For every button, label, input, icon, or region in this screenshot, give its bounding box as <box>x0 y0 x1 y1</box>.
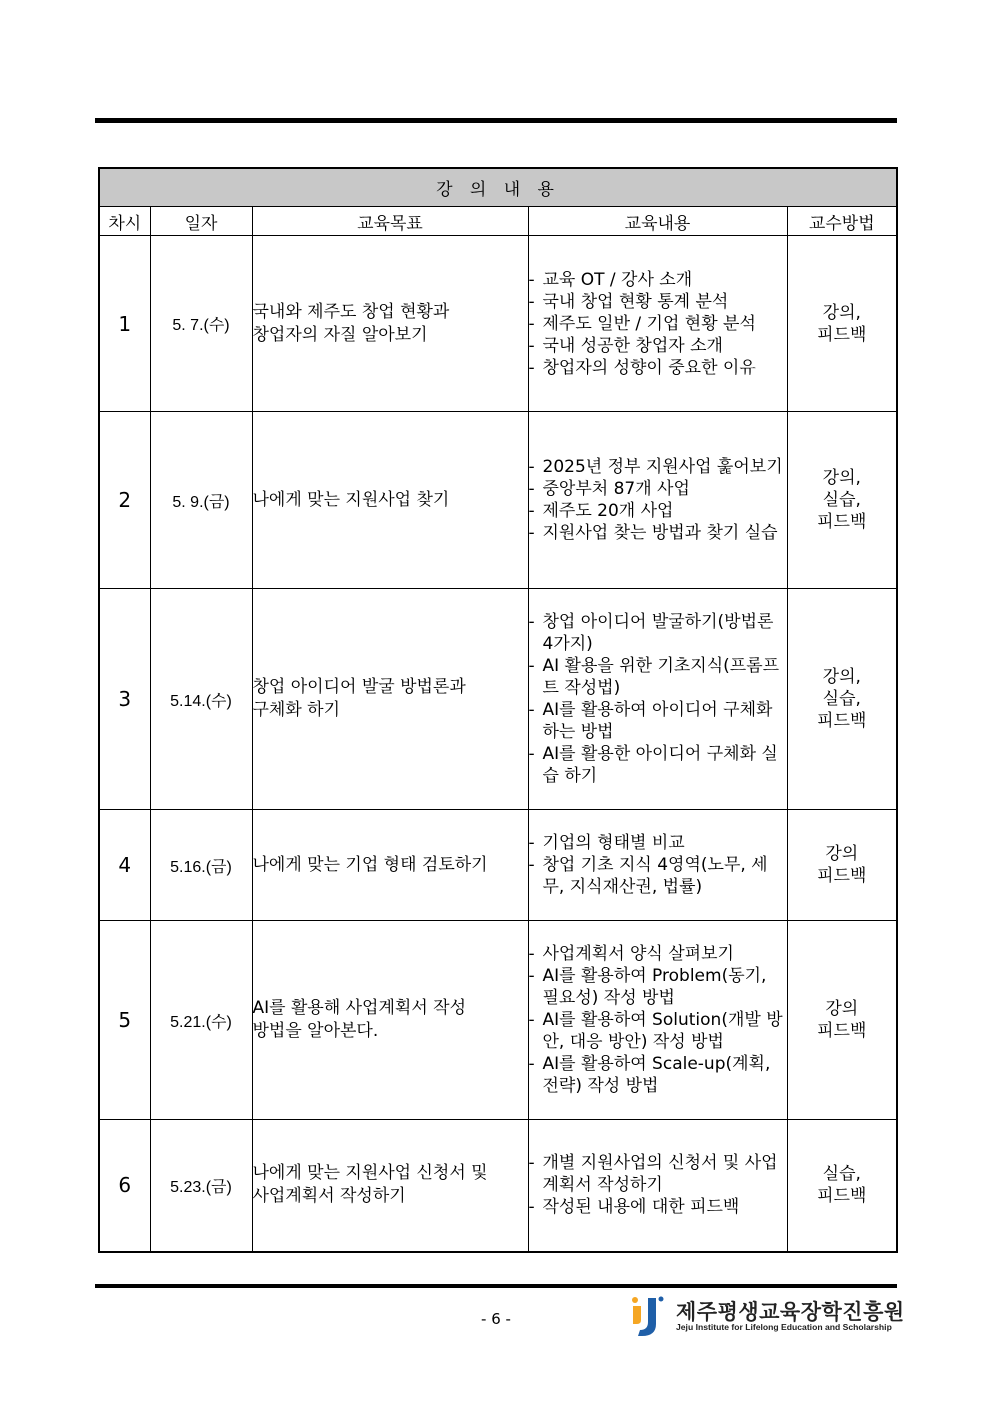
content-item-text: 창업자의 성향이 중요한 이유 <box>542 357 756 378</box>
session-goal <box>252 236 528 412</box>
bullet-dash: - <box>528 313 535 334</box>
goal-line: AI를 활용해 사업계획서 작성 <box>252 998 466 1018</box>
header-content: 교육내용 <box>528 207 787 236</box>
session-number: 4 <box>99 810 150 921</box>
bullet-dash: - <box>528 357 535 378</box>
header-date: 일자 <box>150 207 252 236</box>
goal-line: 사업계획서 작성하기 <box>252 1186 406 1207</box>
method-line: 강의 <box>825 844 859 864</box>
page-number: - 6 - <box>481 1310 511 1328</box>
content-item-text: 창업 아이디어 발굴하기(방법론 4가지) <box>542 612 774 654</box>
session-date: 5.16.(금) <box>150 810 252 921</box>
logo-mark-icon <box>628 1294 668 1338</box>
method-line: 강의, <box>822 302 861 323</box>
content-item <box>529 500 787 522</box>
content-item <box>529 313 787 335</box>
bullet-dash: - <box>528 291 535 312</box>
header-session: 차시 <box>99 207 150 236</box>
session-content <box>528 589 787 810</box>
method-line: 피드백 <box>817 1186 867 1207</box>
org-name-en: Jeju Institute for Lifelong Education and Scholarship <box>676 1322 892 1332</box>
session-number: 2 <box>99 412 150 589</box>
content-item-text: 국내 창업 현황 통계 분석 <box>542 291 729 312</box>
content-item-text: 2025년 정부 지원사업 훑어보기 <box>542 457 783 477</box>
content-item <box>529 456 787 478</box>
session-method <box>787 589 897 810</box>
content-item <box>529 1009 787 1053</box>
content-item <box>529 965 787 1009</box>
content-item <box>529 1053 787 1097</box>
content-item-text: 창업 기초 지식 4영역(노무, 세무, 지식재산권, 법률) <box>542 855 768 897</box>
table-row <box>99 589 897 810</box>
content-item <box>529 522 787 544</box>
bullet-dash: - <box>528 1153 535 1174</box>
table-row <box>99 810 897 921</box>
content-item <box>529 743 787 787</box>
content-item-text: 국내 성공한 창업자 소개 <box>542 335 723 356</box>
top-rule <box>95 118 897 123</box>
bullet-dash: - <box>528 479 535 499</box>
session-content <box>528 810 787 921</box>
method-line: 강의 <box>825 999 859 1019</box>
bullet-dash: - <box>528 1010 535 1030</box>
bullet-dash: - <box>528 944 535 964</box>
table-row <box>99 1120 897 1252</box>
method-line: 실습, <box>822 1164 861 1185</box>
goal-line: 국내와 제주도 창업 현황과 <box>252 301 450 322</box>
content-item-text: 개별 지원사업의 신청서 및 사업계획서 작성하기 <box>542 1153 778 1196</box>
content-item-text: 중앙부처 87개 사업 <box>542 479 690 499</box>
content-item <box>529 943 787 965</box>
method-line: 피드백 <box>817 711 867 731</box>
session-method <box>787 412 897 589</box>
table-row <box>99 236 897 412</box>
bullet-dash: - <box>528 966 535 986</box>
method-line: 강의, <box>822 667 861 687</box>
bullet-dash: - <box>528 523 535 543</box>
lecture-table <box>98 167 898 1253</box>
session-method <box>787 921 897 1120</box>
content-item <box>529 1152 787 1196</box>
content-item-text: 제주도 20개 사업 <box>542 501 674 521</box>
content-item-text: AI를 활용하여 Problem(동기, 필요성) 작성 방법 <box>542 966 767 1008</box>
session-content <box>528 921 787 1120</box>
goal-line: 구체화 하기 <box>252 700 341 720</box>
method-line: 실습, <box>822 689 861 709</box>
method-line: 피드백 <box>817 866 867 886</box>
bullet-dash: - <box>528 855 535 875</box>
table-row <box>99 412 897 589</box>
goal-line: 나에게 맞는 지원사업 찾기 <box>252 489 450 510</box>
content-item <box>529 699 787 743</box>
content-item-text: 지원사업 찾는 방법과 찾기 실습 <box>542 523 778 543</box>
content-item <box>529 1196 787 1218</box>
bullet-dash: - <box>528 1054 535 1074</box>
session-date: 5. 9.(금) <box>150 412 252 589</box>
org-name-kr: 제주평생교육장학진흥원 <box>676 1300 905 1324</box>
content-item-text: AI를 활용하여 Solution(개발 방안, 대응 방안) 작성 방법 <box>542 1010 783 1052</box>
table-title: 강 의 내 용 <box>99 168 897 207</box>
goal-line: 나에게 맞는 지원사업 신청서 및 <box>252 1163 488 1184</box>
bullet-dash: - <box>528 269 535 290</box>
method-line: 피드백 <box>817 1021 867 1041</box>
session-number: 3 <box>99 589 150 810</box>
session-method <box>787 1120 897 1252</box>
bullet-dash: - <box>528 700 535 720</box>
table-row <box>99 921 897 1120</box>
session-number: 6 <box>99 1120 150 1252</box>
content-item-text: 사업계획서 양식 살펴보기 <box>542 944 734 964</box>
content-item <box>529 832 787 854</box>
session-date: 5.23.(금) <box>150 1120 252 1252</box>
session-goal <box>252 412 528 589</box>
content-item <box>529 478 787 500</box>
content-item <box>529 655 787 699</box>
session-content <box>528 412 787 589</box>
session-number: 1 <box>99 236 150 412</box>
org-logo <box>628 1294 905 1338</box>
method-line: 피드백 <box>817 324 867 345</box>
content-item-text: AI 활용을 위한 기초지식(프롬프트 작성법) <box>542 656 780 698</box>
content-item <box>529 357 787 379</box>
content-item-text: 교육 OT / 강사 소개 <box>542 269 693 290</box>
content-item <box>529 611 787 655</box>
content-item <box>529 291 787 313</box>
content-item <box>529 854 787 898</box>
bullet-dash: - <box>528 335 535 356</box>
session-method <box>787 236 897 412</box>
bullet-dash: - <box>528 501 535 521</box>
bullet-dash: - <box>528 833 535 853</box>
session-number: 5 <box>99 921 150 1120</box>
content-item-text: AI를 활용한 아이디어 구체화 실습 하기 <box>542 744 778 786</box>
session-goal <box>252 921 528 1120</box>
goal-line: 방법을 알아본다. <box>252 1021 379 1041</box>
bullet-dash: - <box>528 656 535 676</box>
session-content <box>528 236 787 412</box>
content-item-text: 기업의 형태별 비교 <box>542 833 685 853</box>
bottom-rule <box>95 1284 897 1288</box>
method-line: 강의, <box>822 468 861 488</box>
method-line: 피드백 <box>817 512 867 532</box>
bullet-dash: - <box>528 612 535 632</box>
session-date: 5.14.(수) <box>150 589 252 810</box>
session-goal <box>252 589 528 810</box>
goal-line: 나에게 맞는 기업 형태 검토하기 <box>252 854 488 875</box>
session-method <box>787 810 897 921</box>
header-goal: 교육목표 <box>252 207 528 236</box>
content-item-text: 작성된 내용에 대한 피드백 <box>542 1197 740 1218</box>
goal-line: 창업자의 자질 알아보기 <box>252 324 428 345</box>
header-method: 교수방법 <box>787 207 897 236</box>
session-goal <box>252 810 528 921</box>
bullet-dash: - <box>528 1197 535 1218</box>
bullet-dash: - <box>528 457 535 477</box>
content-item <box>529 269 787 291</box>
content-item-text: AI를 활용하여 Scale-up(계획, 전략) 작성 방법 <box>542 1054 771 1096</box>
session-date: 5. 7.(수) <box>150 236 252 412</box>
session-content <box>528 1120 787 1252</box>
session-date: 5.21.(수) <box>150 921 252 1120</box>
method-line: 실습, <box>822 490 861 510</box>
session-goal <box>252 1120 528 1252</box>
content-item <box>529 335 787 357</box>
goal-line: 창업 아이디어 발굴 방법론과 <box>252 677 466 697</box>
content-item-text: AI를 활용하여 아이디어 구체화하는 방법 <box>542 700 773 742</box>
bullet-dash: - <box>528 744 535 764</box>
content-item-text: 제주도 일반 / 기업 현황 분석 <box>542 313 756 334</box>
